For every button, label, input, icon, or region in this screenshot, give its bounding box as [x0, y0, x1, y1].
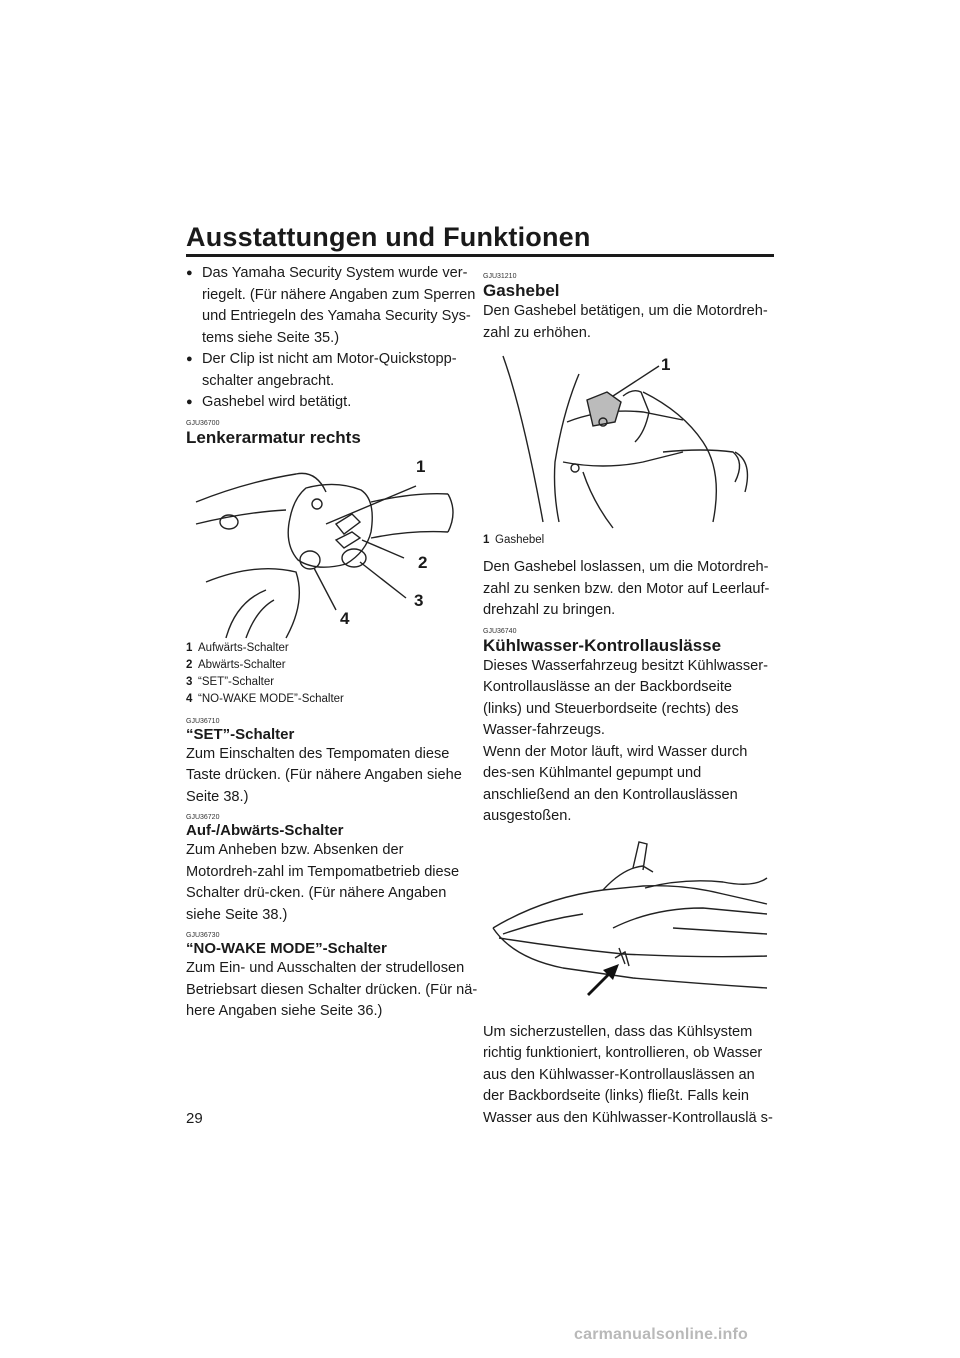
section-text: Zum Ein- und Ausschalten der strudellosen Betriebsart diesen Schalter drücken. (Für nä-here Angaben siehe Seite 36.): [186, 960, 478, 1019]
figure-watercraft: [483, 838, 775, 1008]
figure-throttle-lever: [483, 352, 775, 532]
watermark: carmanualsonline.info: [574, 1326, 749, 1343]
callout-3: 3: [414, 590, 424, 610]
page-number: 29: [186, 1110, 203, 1127]
page-title: Ausstattungen und Funktionen: [186, 222, 591, 252]
section-heading-gashebel: Gashebel: [483, 281, 560, 300]
section-heading-lenkerarmatur: Lenkerarmatur rechts: [186, 427, 361, 447]
right-column: [483, 263, 775, 1129]
section-heading-kuehlwasser: Kühlwasser-Kontrollauslässe: [483, 635, 722, 655]
section-code: GJU31210: [483, 273, 517, 280]
callout-1: 1: [661, 355, 671, 374]
section-code: GJU36710: [186, 717, 220, 725]
section-code: GJU36720: [186, 814, 220, 821]
caption-item: 1 Gashebel: [483, 534, 545, 546]
section-text: Zum Einschalten des Tempomaten diese Taste drücken. (Für nähere Angaben siehe Seite 38.): [186, 745, 462, 805]
callout-1: 1: [416, 456, 426, 476]
callout-2: 2: [418, 552, 428, 572]
section-text: Den Gashebel loslassen, um die Motordreh-zahl zu senken bzw. den Motor auf Leerlauf-drehzahl zu bringen.: [483, 559, 770, 618]
section-text: Um sicherzustellen, dass das Kühlsystem richtig funktioniert, kontrollieren, ob Wasser aus den Kühlwasser-Kontrollauslässen an der Backbordseite (links) fließt. Falls kein Wasser aus den Kühlwasser-Kontrollauslä s-: [483, 1023, 773, 1126]
section-text: Den Gashebel betätigen, um die Motordreh-zahl zu erhöhen.: [483, 303, 768, 341]
bullet-item: ● Der Clip ist nicht am Motor-Quickstopp-schalter angebracht.: [186, 349, 478, 392]
watercraft-illustration: [483, 838, 775, 1008]
section-code: GJU36700: [186, 419, 220, 427]
section-heading-auf-abwaerts: Auf-/Abwärts-Schalter: [186, 822, 344, 839]
title-rule: [186, 254, 774, 257]
caption-item: 4 “NO-WAKE MODE”-Schalter: [186, 692, 344, 705]
section-text: Dieses Wasserfahrzeug besitzt Kühlwasser-Kontrollauslässe an der Backbordseite (links) und Steuerbordseite (rechts) des Wasser-fahrzeugs.: [483, 657, 768, 738]
figure-handlebar-switches: [186, 452, 478, 640]
figure-captions: [186, 640, 478, 708]
bullet-item: ● Gashebel wird betätigt.: [186, 392, 478, 414]
callout-4: 4: [340, 608, 350, 628]
section-code: GJU36730: [186, 932, 220, 939]
caption-item: 2 Abwärts-Schalter: [186, 658, 286, 671]
bullet-item: ● Das Yamaha Security System wurde ver-riegelt. (Für nähere Angaben zum Sperren und Entriegeln des Yamaha Security Sys-tems siehe Seite 35.): [186, 263, 478, 349]
caption-item: 1 Aufwärts-Schalter: [186, 641, 289, 654]
handlebar-illustration: [186, 452, 478, 640]
left-column: [186, 263, 478, 1023]
section-heading-set: “SET”-Schalter: [186, 725, 295, 743]
section-code: GJU36740: [483, 627, 517, 635]
section-text: Wenn der Motor läuft, wird Wasser durch des-sen Kühlmantel gepumpt und anschließend an den Kontrollauslässen ausgestoßen.: [483, 743, 748, 824]
caption-item: 3 “SET”-Schalter: [186, 675, 275, 688]
throttle-illustration: [483, 352, 775, 532]
section-heading-no-wake: “NO-WAKE MODE”-Schalter: [186, 940, 387, 957]
section-text: Zum Anheben bzw. Absenken der Motordreh-zahl im Tempomatbetrieb diese Schalter drü-cken. (Für nähere Angaben siehe Seite 38.): [186, 842, 460, 923]
